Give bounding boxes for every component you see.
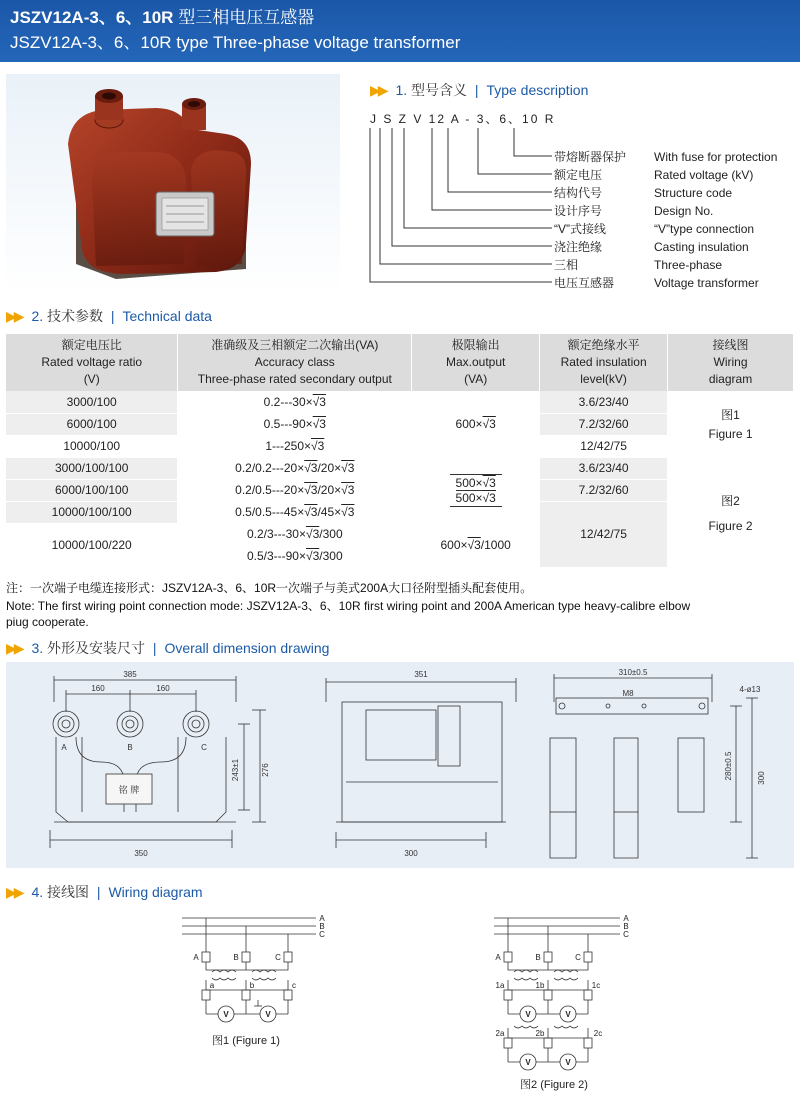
wiring-cn: 图2 [721, 493, 740, 508]
fig2-term: 2a [495, 1029, 505, 1038]
accuracy-text: 1---250× [265, 439, 312, 453]
section4-en: Wiring diagram [108, 884, 203, 900]
sqrt-symbol: √3 [467, 538, 481, 552]
phase-b-label: B [127, 743, 133, 752]
title-banner [0, 0, 800, 62]
wiring-en: Figure 1 [708, 427, 753, 442]
fig2-term: 1c [591, 981, 601, 990]
double-arrow-icon: ▶▶ [6, 308, 22, 324]
title-model: JSZV12A-3、6、10R [10, 8, 174, 27]
accuracy-text: 0.5---90× [263, 417, 313, 431]
type-row [554, 220, 794, 238]
double-arrow-icon: ▶▶ [370, 82, 386, 98]
table-header-cell [668, 334, 794, 391]
dim-side-width: 351 [414, 670, 428, 679]
phase-c-label: C [201, 743, 207, 752]
accuracy-text: /20× [317, 461, 342, 475]
section3-heading [6, 638, 329, 658]
accuracy-text: 0.5/0.5---45× [235, 505, 305, 519]
sqrt-symbol: √3 [341, 505, 355, 519]
dim-front-h1: 243±1 [231, 758, 240, 782]
accuracy-cell [178, 523, 412, 545]
sqrt-symbol: √3 [304, 461, 318, 475]
section3-cn: 外形及安装尺寸 [47, 640, 146, 656]
ratio-cell: 10000/100/100 [6, 501, 178, 523]
product-photo [6, 74, 340, 294]
fig1-term: C [275, 953, 281, 962]
section1-num: 1. [395, 82, 408, 98]
bus-c-label: C [623, 930, 629, 939]
maxout-cell [412, 523, 540, 567]
bus-c-label: C [319, 930, 325, 939]
header-unit: diagram [708, 372, 753, 386]
header-cn: 接线图 [712, 338, 749, 352]
sqrt-symbol: √3 [482, 490, 496, 505]
accuracy-cell [178, 501, 412, 523]
header-cn: 准确级及三相额定二次输出(VA) [211, 338, 379, 352]
fig2-term: 2c [593, 1029, 603, 1038]
wiring-diagram-panel [6, 908, 794, 1104]
accuracy-text: /300 [319, 527, 343, 541]
section2-sep: | [110, 308, 115, 324]
header-unit: (V) [83, 372, 100, 386]
insulation-cell: 3.6/23/40 [540, 391, 668, 413]
type-row-en: Casting insulation [654, 240, 749, 254]
header-en: Rated voltage ratio [41, 355, 143, 369]
header-unit: level(kV) [580, 372, 627, 386]
fig2-term: A [495, 953, 501, 962]
type-row-cn: 三相 [554, 258, 579, 272]
maxout-text: 500× [455, 475, 483, 490]
phase-a-label: A [61, 743, 67, 752]
type-row-cn: 额定电压 [554, 168, 603, 182]
fig1-term: a [209, 981, 215, 990]
type-row-en: Three-phase [654, 258, 723, 272]
type-row [554, 166, 794, 184]
type-description-list [554, 148, 794, 292]
dim-front-b: 160 [156, 684, 170, 693]
accuracy-cell [178, 435, 412, 457]
insulation-cell: 7.2/32/60 [540, 479, 668, 501]
section2-cn: 技术参数 [47, 308, 104, 324]
header-unit: (VA) [464, 372, 488, 386]
section2-heading [6, 306, 212, 326]
section1-sep: | [474, 82, 479, 98]
voltmeter-icon: V [223, 1010, 229, 1019]
header-en: Rated insulation [560, 355, 647, 369]
type-row-cn: 带熔断器保护 [554, 150, 627, 164]
dim-side-base: 300 [404, 849, 418, 858]
ratio-cell: 3000/100/100 [6, 457, 178, 479]
accuracy-cell [178, 457, 412, 479]
section2-en: Technical data [122, 308, 212, 324]
dimension-labels [61, 668, 766, 858]
section1-en: Type description [486, 82, 589, 98]
accuracy-cell [178, 391, 412, 413]
sqrt-symbol: √3 [304, 483, 318, 497]
accuracy-text: 0.2/3---30× [246, 527, 306, 541]
note-cn: 注：一次端子电缆连接形式：JSZV12A-3、6、10R一次端子与美式200A大口径附型插头配套使用。 [6, 581, 533, 595]
dim-top-bolt: M8 [622, 689, 634, 698]
type-row [554, 274, 794, 292]
section1-heading [370, 80, 588, 100]
dim-top-h2: 300 [757, 771, 766, 785]
insulation-cell: 7.2/32/60 [540, 413, 668, 435]
header-unit: Three-phase rated secondary output [197, 372, 392, 386]
type-row-cn: 浇注绝缘 [554, 240, 603, 254]
sqrt-symbol: √3 [306, 527, 320, 541]
fig1-term: b [249, 981, 255, 990]
fig2-term: C [575, 953, 581, 962]
type-row-en: Structure code [654, 186, 733, 200]
header-en: Accuracy class [254, 355, 335, 369]
nameplate-label: 铭 牌 [118, 785, 140, 795]
wiring-cn: 图1 [721, 408, 740, 423]
bus-b-label: B [623, 922, 629, 931]
accuracy-text: 0.2---30× [263, 394, 313, 409]
section1-cn: 型号含义 [411, 82, 468, 98]
voltmeter-icon: V [265, 1010, 271, 1019]
wiring-diagrams [6, 908, 794, 1104]
table-row [6, 457, 794, 479]
section4-num: 4. [31, 884, 44, 900]
bus-a-label: A [623, 914, 629, 923]
sqrt-symbol: √3 [341, 483, 355, 497]
insulation-cell: 12/42/75 [540, 435, 668, 457]
figure2-diagram [494, 918, 620, 1070]
bus-a-label: A [319, 914, 325, 923]
accuracy-text: 0.2/0.5---20× [235, 483, 305, 497]
type-row [554, 202, 794, 220]
accuracy-text: /45× [317, 505, 342, 519]
header-cn: 极限输出 [451, 338, 500, 352]
dimension-drawing-panel [6, 662, 794, 868]
fig1-term: c [292, 981, 296, 990]
fig2-term: 1a [495, 981, 505, 990]
figure1-caption: 图1 (Figure 1) [212, 1035, 280, 1047]
section2-num: 2. [31, 308, 44, 324]
type-row-en: Rated voltage (kV) [654, 168, 754, 182]
section3-num: 3. [31, 640, 44, 656]
ratio-cell: 6000/100 [6, 413, 178, 435]
header-cn: 额定电压比 [61, 338, 122, 352]
wiring-en: Figure 2 [708, 518, 753, 533]
maxout-cell [412, 457, 540, 523]
dimension-drawings [6, 662, 794, 868]
voltmeter-icon: V [525, 1010, 531, 1019]
fig2-term: B [535, 953, 541, 962]
sqrt-symbol: √3 [482, 475, 496, 490]
transformer-photo-illustration [6, 74, 340, 294]
ratio-cell: 10000/100 [6, 435, 178, 457]
ratio-cell: 6000/100/100 [6, 479, 178, 501]
ratio-cell: 10000/100/220 [6, 523, 178, 567]
section4-heading [6, 882, 203, 902]
double-arrow-icon: ▶▶ [6, 884, 22, 900]
type-row-en: Voltage transformer [654, 276, 759, 290]
bus-b-label: B [319, 922, 325, 931]
type-code-leader-lines [360, 124, 560, 290]
accuracy-cell [178, 545, 412, 567]
type-row-cn: 设计序号 [554, 204, 603, 218]
table-header-cell [178, 334, 412, 391]
sqrt-symbol: √3 [341, 461, 355, 475]
accuracy-text: 0.2/0.2---20× [235, 461, 305, 475]
header-cn: 额定绝缘水平 [567, 338, 640, 352]
title-cn-text: 型三相电压互感器 [178, 8, 315, 27]
table-header-row [6, 334, 794, 391]
table-header-cell [6, 334, 178, 391]
wiring-cell [668, 457, 794, 567]
table-header-cell [412, 334, 540, 391]
dim-front-base: 350 [134, 849, 148, 858]
type-row-cn: “V”式接线 [554, 222, 606, 236]
type-row-en: Design No. [654, 204, 714, 218]
accuracy-cell [178, 479, 412, 501]
header-en: Wiring [713, 355, 748, 369]
ratio-cell: 3000/100 [6, 391, 178, 413]
section3-sep: | [152, 640, 157, 656]
side-view-drawing [326, 678, 516, 848]
title-en: JSZV12A-3、6、10R type Three-phase voltage transformer [10, 33, 461, 52]
wiring-cell [668, 391, 794, 457]
sqrt-symbol: √3 [311, 439, 325, 453]
type-row-cn: 电压互感器 [554, 276, 615, 290]
accuracy-cell [178, 413, 412, 435]
accuracy-text: 0.5/3---90× [246, 549, 306, 563]
type-row-en: With fuse for protection [654, 150, 778, 164]
dim-top-width: 310±0.5 [618, 668, 648, 677]
header-en: Max.output [445, 355, 506, 369]
type-row-cn: 结构代号 [554, 186, 603, 200]
fig2-term: 1b [535, 981, 545, 990]
accuracy-text: /300 [319, 549, 343, 563]
figure2-caption: 图2 (Figure 2) [520, 1079, 588, 1091]
section4-sep: | [96, 884, 101, 900]
double-arrow-icon: ▶▶ [6, 640, 22, 656]
title-cn [10, 6, 790, 30]
dim-front-width: 385 [123, 670, 137, 679]
sqrt-symbol: √3 [312, 417, 326, 431]
table-header-cell [540, 334, 668, 391]
maxout-text: 600× [455, 416, 483, 431]
type-row [554, 238, 794, 256]
type-row [554, 184, 794, 202]
insulation-cell: 12/42/75 [540, 501, 668, 567]
fig2-term: 2b [535, 1029, 545, 1038]
note-en-1: Note: The first wiring point connection mode: JSZV12A-3、6、10R first wiring point and 200A American type heavy-calibre elbow [6, 599, 691, 613]
maxout-text: 600× [440, 538, 468, 552]
dim-top-holes: 4-ø13 [739, 685, 761, 694]
sqrt-symbol: √3 [312, 394, 326, 409]
sqrt-symbol: √3 [304, 505, 318, 519]
dim-top-h1: 280±0.5 [724, 751, 733, 781]
sqrt-symbol: √3 [306, 549, 320, 563]
voltmeter-icon: V [525, 1058, 531, 1067]
type-row-en: “V”type connection [654, 222, 755, 236]
dim-front-a: 160 [91, 684, 105, 693]
type-code: J S Z V 12 A - 3、6、10 R [370, 112, 556, 126]
technical-data-table [6, 334, 794, 568]
voltmeter-icon: V [565, 1010, 571, 1019]
maxout-text: 500× [455, 490, 483, 505]
voltmeter-icon: V [565, 1058, 571, 1067]
maxout-line [456, 476, 496, 490]
sqrt-symbol: √3 [482, 416, 496, 431]
maxout-line [456, 490, 496, 505]
fig1-term: A [193, 953, 199, 962]
figure1-diagram [182, 918, 316, 1022]
note-en-2: piug cooperate. [6, 615, 89, 629]
maxout-cell [412, 391, 540, 457]
type-row [554, 148, 794, 166]
accuracy-text: /20× [317, 483, 342, 497]
dim-front-h2: 276 [261, 763, 270, 777]
section4-cn: 接线图 [47, 884, 90, 900]
insulation-cell: 3.6/23/40 [540, 457, 668, 479]
fig1-term: B [233, 953, 239, 962]
type-row [554, 256, 794, 274]
maxout-suffix: /1000 [480, 538, 511, 552]
table-row [6, 391, 794, 413]
section3-en: Overall dimension drawing [164, 640, 330, 656]
